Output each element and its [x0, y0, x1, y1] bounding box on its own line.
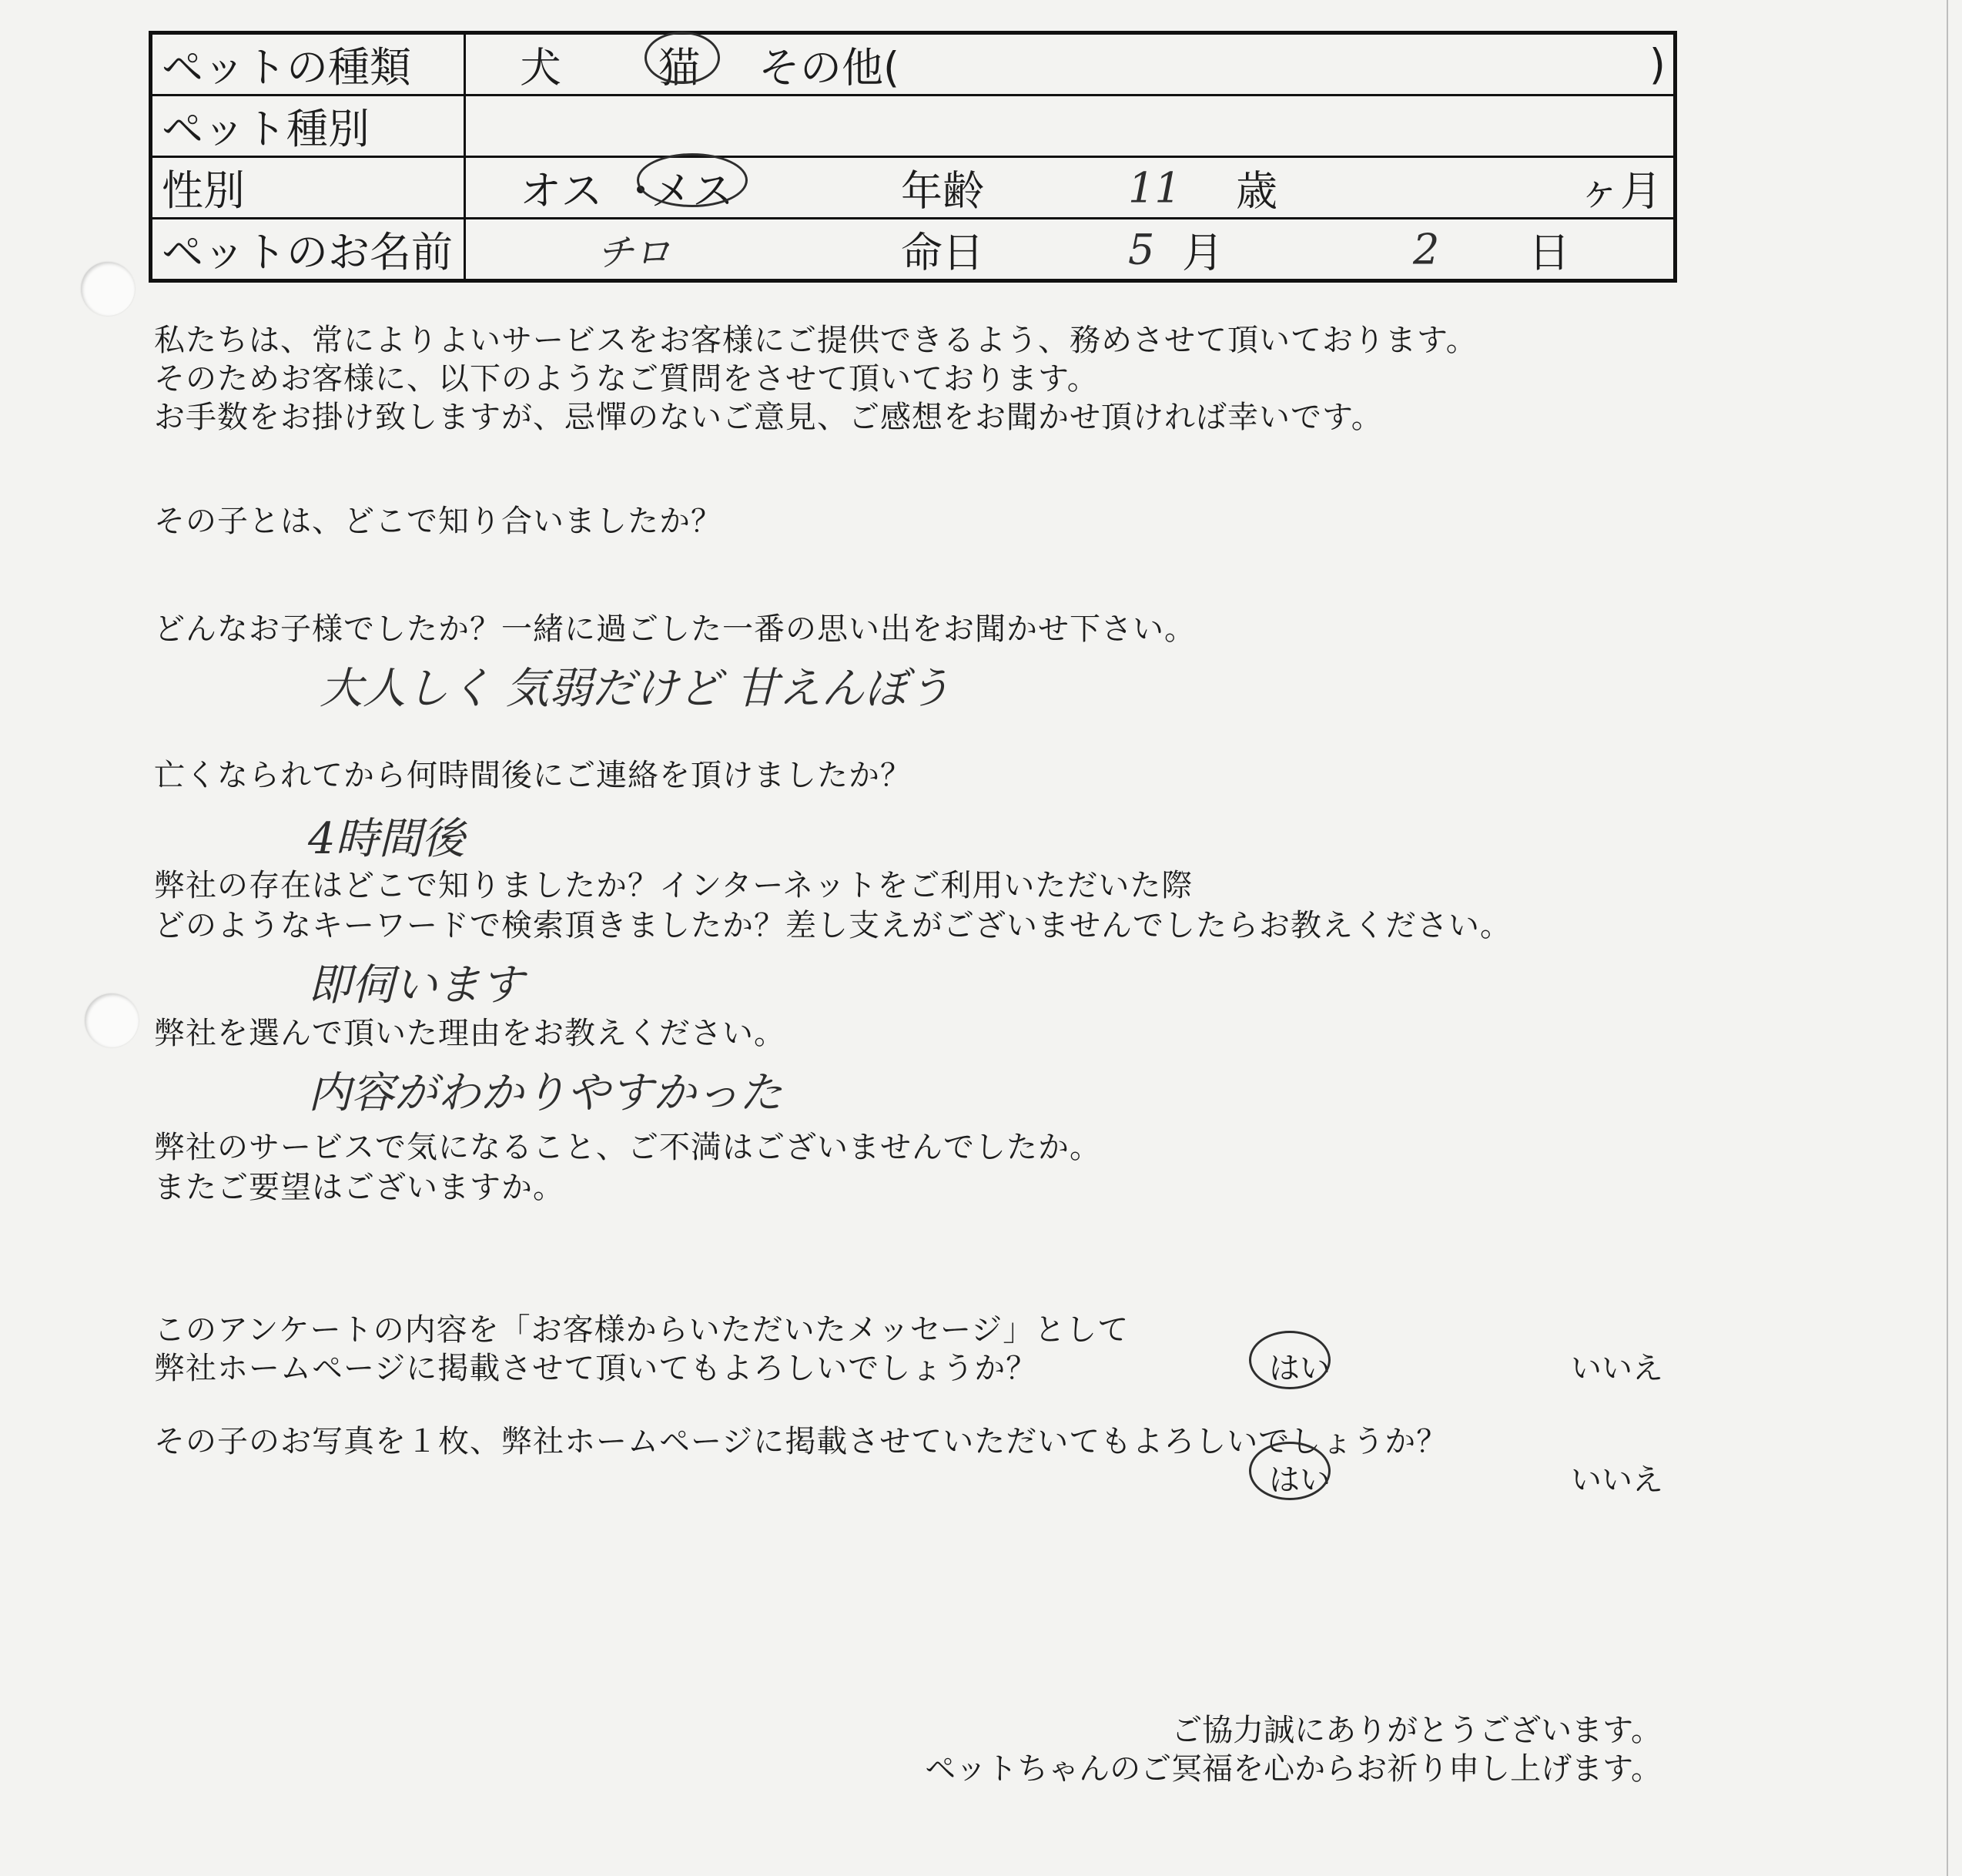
intro-line-3: お手数をお掛け致しますが、忌憚のないご意見、ご感想をお聞かせ頂ければ幸いです。	[154, 400, 1383, 435]
death-day-value: 2	[1413, 225, 1440, 273]
option-male: オス	[520, 166, 603, 215]
pet-breed-value	[465, 95, 1676, 157]
female-selected-circle	[637, 153, 748, 207]
sex-label: 性別	[151, 157, 465, 219]
option-female: メス	[651, 166, 734, 215]
sex-age-cell	[465, 157, 1676, 219]
question-1: その子とは、どこで知り合いましたか？	[154, 504, 722, 539]
question-7-no: いいえ	[1571, 1351, 1663, 1386]
row-pet-type	[151, 33, 1676, 95]
row-pet-breed	[151, 95, 1676, 157]
option-dog: 犬	[520, 43, 561, 92]
question-2: どんなお子様でしたか？一緒に過ごした一番の思い出をお聞かせ下さい。	[154, 611, 1196, 647]
pet-type-cell	[465, 33, 1676, 95]
question-7-yes-circle	[1249, 1331, 1331, 1389]
sex-separator: ・	[620, 166, 661, 215]
answer-2: 大人しく 気弱だけど 甘えんぼう	[320, 664, 951, 714]
death-month-value: 5	[1128, 225, 1155, 273]
closing-line-2: ペットちゃんのご冥福を心からお祈り申し上げます。	[925, 1751, 1662, 1787]
pet-type-label: ペットの種類	[151, 33, 465, 95]
death-date-label: 命日	[901, 228, 984, 276]
row-sex-age	[151, 157, 1676, 219]
answer-3: 4時間後	[308, 814, 465, 864]
answer-5: 内容がわかりやすかった	[308, 1068, 782, 1118]
punch-hole-top	[81, 262, 135, 316]
intro-line-1: 私たちは、常によりよいサービスをお客様にご提供できるよう、務めさせて頂いております。	[154, 323, 1478, 358]
row-name-death	[151, 219, 1676, 281]
option-other: その他(	[758, 43, 900, 92]
question-6-line-1: 弊社のサービスで気になること、ご不満はございませんでしたか。	[154, 1130, 1101, 1165]
answer-4: 即伺います	[308, 960, 524, 1010]
punch-hole-bottom	[85, 993, 139, 1047]
question-4-line-2: どのようなキーワードで検索頂きましたか？差し支えがございませんでしたらお教えください。	[154, 908, 1512, 943]
question-7-yes: はい	[1269, 1351, 1331, 1386]
question-3: 亡くなられてから何時間後にご連絡を頂けましたか？	[154, 758, 912, 793]
name-death-cell	[465, 219, 1676, 281]
question-8-yes-circle	[1249, 1442, 1331, 1500]
option-cat: 猫	[658, 43, 700, 92]
scan-edge-line	[1947, 0, 1948, 1876]
pet-info-table	[149, 31, 1677, 283]
pet-name-value: チロ	[597, 231, 671, 274]
question-8-no: いいえ	[1571, 1462, 1663, 1498]
question-6-line-2: またご要望はございますか。	[154, 1170, 564, 1205]
question-8: その子のお写真を１枚、弊社ホームページに掲載させていただいてもよろしいでしょうか？	[154, 1424, 1448, 1459]
option-other-close: )	[1649, 40, 1666, 89]
age-label: 年齢	[901, 166, 984, 215]
death-day-unit: 日	[1528, 228, 1570, 276]
question-7-line-1: このアンケートの内容を「お客様からいただいたメッセージ」として	[154, 1312, 1130, 1348]
death-month-unit: 月	[1182, 228, 1224, 276]
pet-breed-label: ペット種別	[151, 95, 465, 157]
cat-selected-circle	[645, 32, 720, 84]
question-5: 弊社を選んで頂いた理由をお教えください。	[154, 1016, 785, 1051]
intro-line-2: そのためお客様に、以下のようなご質問をさせて頂いております。	[154, 361, 1099, 397]
age-unit: 歳	[1236, 166, 1277, 215]
age-value: 11	[1128, 163, 1181, 212]
question-8-yes: はい	[1269, 1462, 1331, 1498]
name-label: ペットのお名前	[151, 219, 465, 281]
month-unit: ヶ月	[1579, 166, 1662, 215]
closing-line-1: ご協力誠にありがとうございます。	[1171, 1713, 1662, 1748]
question-4-line-1: 弊社の存在はどこで知りましたか？インターネットをご利用いただいた際	[154, 868, 1194, 903]
question-7-line-2: 弊社ホームページに掲載させて頂いてもよろしいでしょうか？	[154, 1351, 1038, 1386]
